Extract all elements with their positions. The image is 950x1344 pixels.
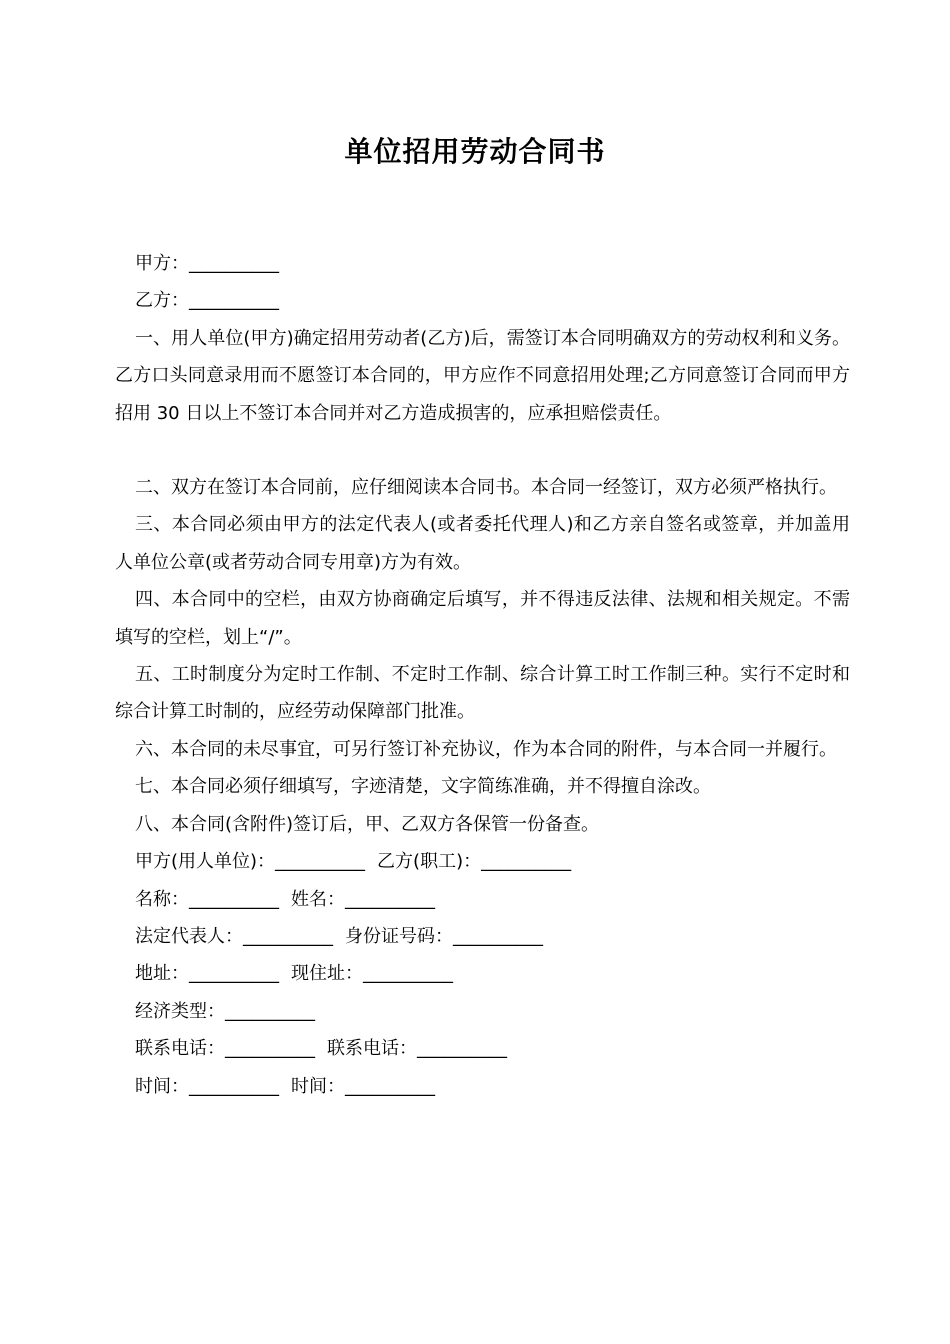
- signature-row-address: [115, 955, 850, 992]
- phone-b-field: 联系电话：__________: [327, 1038, 507, 1060]
- legal-rep-field: 法定代表人：__________: [135, 925, 333, 947]
- contract-body: [115, 245, 850, 1105]
- party-b-worker-field: 乙方(职工)：__________: [377, 851, 572, 873]
- clause-2: 二、双方在签订本合同前，应仔细阅读本合同书。本合同一经签订，双方必须严格执行。: [135, 477, 837, 499]
- signature-row-time: [115, 1068, 850, 1105]
- clause-7: 七、本合同必须仔细填写，字迹清楚，文字简练准确，并不得擅自涂改。: [135, 776, 711, 798]
- clause-8: 八、本合同(含附件)签订后，甲、乙双方各保管一份备查。: [135, 813, 600, 835]
- clause-5: 五、工时制度分为定时工作制、不定时工作制、综合计算工时工作制三种。实行不定时和综合计算工时制的，应经劳动保障部门批准。: [115, 664, 850, 723]
- address-field: 地址：__________: [135, 963, 279, 985]
- time-b-field: 时间：__________: [291, 1075, 435, 1097]
- current-address-field: 现住址：__________: [291, 963, 453, 985]
- phone-a-field: 联系电话：__________: [135, 1038, 315, 1060]
- signature-row-rep-id: [115, 918, 850, 955]
- clause-3: 三、本合同必须由甲方的法定代表人(或者委托代理人)和乙方亲自签名或签章，并加盖用人单位公章(或者劳动合同专用章)方为有效。: [115, 514, 850, 573]
- party-a-line: 甲方：__________: [135, 253, 279, 274]
- signature-row-phone: [115, 1030, 850, 1067]
- economic-type-field: 经济类型：__________: [135, 1000, 315, 1022]
- party-b-line: 乙方：__________: [135, 290, 279, 312]
- time-a-field: 时间：__________: [135, 1075, 279, 1097]
- id-number-field: 身份证号码：__________: [345, 925, 543, 947]
- clause-4: 四、本合同中的空栏，由双方协商确定后填写，并不得违反法律、法规和相关规定。不需填写的空栏，划上“/”。: [115, 589, 850, 648]
- clause-6: 六、本合同的未尽事宜，可另行签订补充协议，作为本合同的附件，与本合同一并履行。: [135, 738, 837, 760]
- clause-1: 一、用人单位(甲方)确定招用劳动者(乙方)后，需签订本合同明确双方的劳动权利和义务。乙方口头同意录用而不愿签订本合同的，甲方应作不同意招用处理;乙方同意签订合同而甲方招用 30 日以上不签订本合同并对乙方造成损害的，应承担赔偿责任。: [115, 327, 850, 424]
- party-a-unit-field: 甲方(用人单位)：__________: [135, 851, 366, 873]
- signature-row-names: [115, 881, 850, 918]
- document-title: 单位招用劳动合同书: [344, 135, 606, 168]
- person-name-field: 姓名：__________: [291, 888, 435, 910]
- org-name-field: 名称：__________: [135, 888, 279, 910]
- signature-row-parties: [115, 843, 850, 880]
- signature-row-economic-type: [115, 993, 850, 1030]
